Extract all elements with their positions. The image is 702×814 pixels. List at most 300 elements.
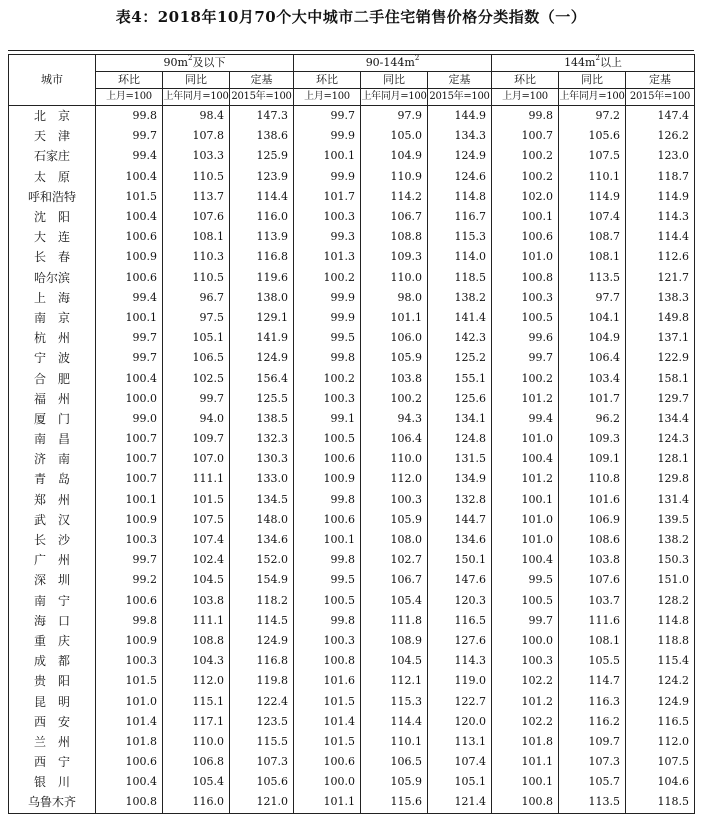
value-cell: 99.9	[294, 308, 361, 328]
value-cell: 100.9	[96, 631, 163, 651]
value-cell: 124.6	[428, 167, 492, 187]
value-cell: 100.1	[492, 772, 559, 792]
value-cell: 99.6	[492, 328, 559, 348]
value-cell: 105.7	[559, 772, 626, 792]
value-cell: 114.4	[230, 187, 294, 207]
value-cell: 104.5	[361, 651, 428, 671]
table-row	[9, 732, 695, 752]
value-cell: 114.0	[428, 247, 492, 267]
value-cell: 112.0	[626, 732, 695, 752]
table-row	[9, 510, 695, 530]
value-cell: 100.7	[96, 449, 163, 469]
city-cell: 郑 州	[9, 490, 96, 510]
value-cell: 125.6	[428, 389, 492, 409]
value-cell: 99.8	[96, 611, 163, 631]
value-cell: 100.4	[492, 449, 559, 469]
value-cell: 113.5	[559, 792, 626, 813]
group-header-small	[96, 55, 294, 72]
value-cell: 113.1	[428, 732, 492, 752]
table-row	[9, 752, 695, 772]
value-cell: 107.5	[559, 146, 626, 166]
value-cell: 107.4	[428, 752, 492, 772]
value-cell: 100.3	[361, 490, 428, 510]
value-cell: 147.4	[626, 106, 695, 127]
value-cell: 148.0	[230, 510, 294, 530]
city-column-header: 城市	[9, 55, 96, 106]
value-cell: 101.4	[294, 712, 361, 732]
table-row	[9, 469, 695, 489]
value-cell: 99.7	[96, 348, 163, 368]
value-cell: 147.3	[230, 106, 294, 127]
value-cell: 138.6	[230, 126, 294, 146]
city-cell: 银 川	[9, 772, 96, 792]
value-cell: 102.2	[492, 671, 559, 691]
value-cell: 108.1	[163, 227, 230, 247]
value-cell: 101.6	[294, 671, 361, 691]
value-cell: 112.0	[163, 671, 230, 691]
value-cell: 101.0	[492, 510, 559, 530]
value-cell: 116.0	[230, 207, 294, 227]
city-cell: 厦 门	[9, 409, 96, 429]
city-cell: 沈 阳	[9, 207, 96, 227]
value-cell: 100.7	[96, 469, 163, 489]
base-header: 上月=100	[96, 89, 163, 106]
value-cell: 115.4	[626, 651, 695, 671]
value-cell: 116.5	[626, 712, 695, 732]
value-cell: 122.4	[230, 691, 294, 711]
metric-header: 环比	[492, 72, 559, 89]
value-cell: 114.9	[626, 187, 695, 207]
value-cell: 96.2	[559, 409, 626, 429]
table-row	[9, 389, 695, 409]
table-row	[9, 146, 695, 166]
value-cell: 131.5	[428, 449, 492, 469]
table-row	[9, 792, 695, 813]
value-cell: 102.2	[492, 712, 559, 732]
value-cell: 102.4	[163, 550, 230, 570]
value-cell: 116.2	[559, 712, 626, 732]
value-cell: 118.2	[230, 591, 294, 611]
value-cell: 110.8	[559, 469, 626, 489]
value-cell: 108.8	[361, 227, 428, 247]
value-cell: 100.1	[492, 490, 559, 510]
value-cell: 99.8	[96, 106, 163, 127]
value-cell: 100.5	[492, 308, 559, 328]
value-cell: 100.5	[294, 429, 361, 449]
value-cell: 101.8	[492, 732, 559, 752]
value-cell: 110.1	[559, 167, 626, 187]
value-cell: 103.7	[559, 591, 626, 611]
city-cell: 海 口	[9, 611, 96, 631]
value-cell: 128.2	[626, 591, 695, 611]
value-cell: 106.5	[361, 752, 428, 772]
city-cell: 武 汉	[9, 510, 96, 530]
value-cell: 124.8	[428, 429, 492, 449]
value-cell: 111.1	[163, 469, 230, 489]
value-cell: 116.8	[230, 247, 294, 267]
value-cell: 134.6	[230, 530, 294, 550]
value-cell: 100.4	[492, 550, 559, 570]
value-cell: 120.3	[428, 591, 492, 611]
value-cell: 115.1	[163, 691, 230, 711]
value-cell: 134.1	[428, 409, 492, 429]
value-cell: 100.8	[96, 792, 163, 813]
value-cell: 122.9	[626, 348, 695, 368]
table-row	[9, 591, 695, 611]
value-cell: 104.6	[626, 772, 695, 792]
value-cell: 116.0	[163, 792, 230, 813]
value-cell: 100.1	[96, 308, 163, 328]
value-cell: 105.9	[361, 348, 428, 368]
value-cell: 115.3	[428, 227, 492, 247]
value-cell: 102.0	[492, 187, 559, 207]
value-cell: 111.6	[559, 611, 626, 631]
value-cell: 101.0	[492, 530, 559, 550]
value-cell: 103.8	[361, 368, 428, 388]
value-cell: 137.1	[626, 328, 695, 348]
value-cell: 105.9	[361, 772, 428, 792]
metric-header: 定基	[428, 72, 492, 89]
value-cell: 100.5	[492, 591, 559, 611]
value-cell: 99.9	[294, 288, 361, 308]
value-cell: 144.9	[428, 106, 492, 127]
value-cell: 100.7	[96, 429, 163, 449]
value-cell: 106.8	[163, 752, 230, 772]
metric-header: 同比	[559, 72, 626, 89]
value-cell: 100.6	[294, 752, 361, 772]
base-header: 上月=100	[294, 89, 361, 106]
value-cell: 110.9	[361, 167, 428, 187]
table-body	[9, 106, 695, 814]
value-cell: 127.6	[428, 631, 492, 651]
value-cell: 109.3	[361, 247, 428, 267]
value-cell: 123.5	[230, 712, 294, 732]
value-cell: 101.0	[492, 247, 559, 267]
value-cell: 100.2	[294, 368, 361, 388]
metric-header: 定基	[230, 72, 294, 89]
value-cell: 112.6	[626, 247, 695, 267]
value-cell: 99.9	[294, 126, 361, 146]
value-cell: 99.2	[96, 570, 163, 590]
value-cell: 116.5	[428, 611, 492, 631]
value-cell: 116.7	[428, 207, 492, 227]
value-cell: 110.0	[361, 268, 428, 288]
value-cell: 97.7	[559, 288, 626, 308]
value-cell: 121.0	[230, 792, 294, 813]
value-cell: 101.1	[492, 752, 559, 772]
value-cell: 99.4	[96, 146, 163, 166]
base-header: 上月=100	[492, 89, 559, 106]
value-cell: 100.1	[294, 530, 361, 550]
value-cell: 100.0	[294, 772, 361, 792]
value-cell: 100.8	[492, 268, 559, 288]
value-cell: 103.8	[559, 550, 626, 570]
base-header: 2015年=100	[626, 89, 695, 106]
value-cell: 105.5	[559, 651, 626, 671]
table-title: 表4：2018年10月70个大中城市二手住宅销售价格分类指数（一）	[115, 8, 587, 26]
table-row	[9, 268, 695, 288]
value-cell: 99.5	[294, 570, 361, 590]
value-cell: 103.4	[559, 368, 626, 388]
city-cell: 合 肥	[9, 368, 96, 388]
value-cell: 101.8	[96, 732, 163, 752]
table-row	[9, 671, 695, 691]
value-cell: 100.3	[96, 651, 163, 671]
value-cell: 107.5	[626, 752, 695, 772]
value-cell: 105.1	[428, 772, 492, 792]
value-cell: 158.1	[626, 368, 695, 388]
value-cell: 114.3	[428, 651, 492, 671]
table-row	[9, 348, 695, 368]
city-cell: 北 京	[9, 106, 96, 127]
value-cell: 109.7	[559, 732, 626, 752]
city-cell: 南 京	[9, 308, 96, 328]
value-cell: 141.4	[428, 308, 492, 328]
value-cell: 104.1	[559, 308, 626, 328]
value-cell: 107.4	[559, 207, 626, 227]
value-cell: 106.4	[559, 348, 626, 368]
table-row	[9, 288, 695, 308]
value-cell: 107.8	[163, 126, 230, 146]
value-cell: 100.0	[492, 631, 559, 651]
city-cell: 宁 波	[9, 348, 96, 368]
value-cell: 155.1	[428, 368, 492, 388]
value-cell: 142.3	[428, 328, 492, 348]
value-cell: 100.4	[96, 167, 163, 187]
value-cell: 99.4	[492, 409, 559, 429]
value-cell: 99.8	[294, 550, 361, 570]
city-cell: 大 连	[9, 227, 96, 247]
group-label-pre: 90m	[163, 56, 188, 69]
value-cell: 131.4	[626, 490, 695, 510]
metric-header: 环比	[96, 72, 163, 89]
value-cell: 106.7	[361, 570, 428, 590]
value-cell: 107.6	[559, 570, 626, 590]
value-cell: 100.9	[96, 510, 163, 530]
value-cell: 110.0	[361, 449, 428, 469]
value-cell: 124.3	[626, 429, 695, 449]
value-cell: 114.8	[626, 611, 695, 631]
value-cell: 133.0	[230, 469, 294, 489]
value-cell: 97.5	[163, 308, 230, 328]
value-cell: 100.8	[492, 792, 559, 813]
table-row	[9, 570, 695, 590]
value-cell: 100.2	[294, 268, 361, 288]
value-cell: 114.8	[428, 187, 492, 207]
value-cell: 100.2	[492, 368, 559, 388]
city-cell: 哈尔滨	[9, 268, 96, 288]
value-cell: 110.1	[361, 732, 428, 752]
value-cell: 101.2	[492, 469, 559, 489]
value-cell: 100.5	[294, 591, 361, 611]
value-cell: 112.0	[361, 469, 428, 489]
value-cell: 96.7	[163, 288, 230, 308]
table-row	[9, 712, 695, 732]
value-cell: 118.8	[626, 631, 695, 651]
value-cell: 107.3	[559, 752, 626, 772]
value-cell: 105.9	[361, 510, 428, 530]
value-cell: 106.5	[163, 348, 230, 368]
table-row	[9, 106, 695, 127]
value-cell: 107.4	[163, 530, 230, 550]
value-cell: 103.8	[163, 591, 230, 611]
value-cell: 100.6	[96, 268, 163, 288]
group-label-post: 及以下	[192, 56, 226, 69]
base-header: 2015年=100	[230, 89, 294, 106]
value-cell: 99.1	[294, 409, 361, 429]
value-cell: 105.0	[361, 126, 428, 146]
value-cell: 119.8	[230, 671, 294, 691]
value-cell: 100.3	[492, 651, 559, 671]
value-cell: 101.5	[294, 732, 361, 752]
value-cell: 138.0	[230, 288, 294, 308]
value-cell: 129.8	[626, 469, 695, 489]
value-cell: 101.6	[559, 490, 626, 510]
value-cell: 100.6	[96, 227, 163, 247]
value-cell: 101.0	[96, 691, 163, 711]
value-cell: 138.3	[626, 288, 695, 308]
table-row	[9, 550, 695, 570]
value-cell: 99.8	[294, 490, 361, 510]
value-cell: 114.9	[559, 187, 626, 207]
value-cell: 99.5	[294, 328, 361, 348]
value-cell: 129.1	[230, 308, 294, 328]
value-cell: 108.8	[163, 631, 230, 651]
metric-header: 环比	[294, 72, 361, 89]
metric-header: 同比	[163, 72, 230, 89]
value-cell: 100.6	[96, 591, 163, 611]
table-row	[9, 247, 695, 267]
value-cell: 99.7	[492, 611, 559, 631]
value-cell: 107.0	[163, 449, 230, 469]
city-cell: 上 海	[9, 288, 96, 308]
city-cell: 成 都	[9, 651, 96, 671]
value-cell: 125.2	[428, 348, 492, 368]
value-cell: 99.7	[294, 106, 361, 127]
base-header: 上年同月=100	[163, 89, 230, 106]
value-cell: 125.5	[230, 389, 294, 409]
base-header: 2015年=100	[428, 89, 492, 106]
value-cell: 114.3	[626, 207, 695, 227]
city-cell: 南 昌	[9, 429, 96, 449]
city-cell: 西 宁	[9, 752, 96, 772]
value-cell: 104.5	[163, 570, 230, 590]
value-cell: 107.3	[230, 752, 294, 772]
base-header: 上年同月=100	[361, 89, 428, 106]
base-header: 上年同月=100	[559, 89, 626, 106]
value-cell: 105.6	[230, 772, 294, 792]
header-metric-row	[9, 72, 695, 89]
value-cell: 100.3	[492, 288, 559, 308]
value-cell: 134.9	[428, 469, 492, 489]
header-base-row	[9, 89, 695, 106]
value-cell: 101.7	[559, 389, 626, 409]
value-cell: 100.0	[96, 389, 163, 409]
price-index-table	[8, 54, 695, 814]
value-cell: 99.5	[492, 570, 559, 590]
value-cell: 109.3	[559, 429, 626, 449]
value-cell: 99.8	[294, 611, 361, 631]
group-header-medium	[294, 55, 492, 72]
table-row	[9, 651, 695, 671]
group-label-pre: 144m	[564, 56, 596, 69]
city-cell: 福 州	[9, 389, 96, 409]
value-cell: 101.4	[96, 712, 163, 732]
value-cell: 150.1	[428, 550, 492, 570]
city-cell: 南 宁	[9, 591, 96, 611]
city-cell: 青 岛	[9, 469, 96, 489]
value-cell: 100.3	[96, 530, 163, 550]
value-cell: 100.8	[294, 651, 361, 671]
value-cell: 107.6	[163, 207, 230, 227]
value-cell: 97.2	[559, 106, 626, 127]
metric-header: 定基	[626, 72, 695, 89]
value-cell: 101.3	[294, 247, 361, 267]
value-cell: 106.4	[361, 429, 428, 449]
value-cell: 124.2	[626, 671, 695, 691]
value-cell: 111.8	[361, 611, 428, 631]
city-cell: 贵 阳	[9, 671, 96, 691]
value-cell: 124.9	[626, 691, 695, 711]
value-cell: 123.9	[230, 167, 294, 187]
value-cell: 101.2	[492, 389, 559, 409]
value-cell: 99.7	[96, 328, 163, 348]
group-label-pre: 90-144m	[365, 56, 415, 69]
value-cell: 100.3	[294, 389, 361, 409]
value-cell: 100.2	[492, 146, 559, 166]
value-cell: 100.7	[492, 126, 559, 146]
value-cell: 124.9	[230, 348, 294, 368]
group-header-large	[492, 55, 695, 72]
value-cell: 94.3	[361, 409, 428, 429]
value-cell: 100.1	[294, 146, 361, 166]
value-cell: 113.5	[559, 268, 626, 288]
value-cell: 100.6	[96, 752, 163, 772]
value-cell: 149.8	[626, 308, 695, 328]
city-cell: 石家庄	[9, 146, 96, 166]
value-cell: 106.0	[361, 328, 428, 348]
city-cell: 长 沙	[9, 530, 96, 550]
value-cell: 113.7	[163, 187, 230, 207]
value-cell: 116.3	[559, 691, 626, 711]
city-cell: 呼和浩特	[9, 187, 96, 207]
value-cell: 138.5	[230, 409, 294, 429]
table-row	[9, 308, 695, 328]
value-cell: 112.1	[361, 671, 428, 691]
value-cell: 101.0	[492, 429, 559, 449]
value-cell: 114.4	[361, 712, 428, 732]
value-cell: 132.8	[428, 490, 492, 510]
city-cell: 济 南	[9, 449, 96, 469]
city-cell: 天 津	[9, 126, 96, 146]
value-cell: 154.9	[230, 570, 294, 590]
value-cell: 105.1	[163, 328, 230, 348]
value-cell: 121.4	[428, 792, 492, 813]
value-cell: 108.1	[559, 631, 626, 651]
value-cell: 99.7	[492, 348, 559, 368]
value-cell: 114.7	[559, 671, 626, 691]
value-cell: 115.5	[230, 732, 294, 752]
value-cell: 100.6	[294, 449, 361, 469]
value-cell: 99.0	[96, 409, 163, 429]
value-cell: 100.2	[361, 389, 428, 409]
value-cell: 100.1	[492, 207, 559, 227]
value-cell: 99.7	[163, 389, 230, 409]
group-label-sup: 2	[414, 54, 420, 62]
value-cell: 105.4	[163, 772, 230, 792]
table-row	[9, 611, 695, 631]
value-cell: 108.6	[559, 530, 626, 550]
